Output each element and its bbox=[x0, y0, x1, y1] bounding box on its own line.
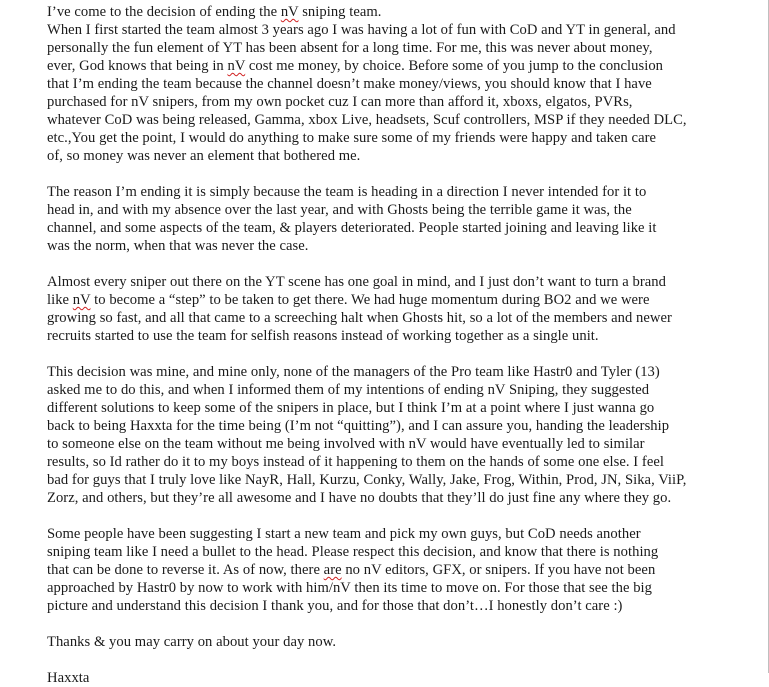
text-line bbox=[47, 561, 759, 579]
paragraph bbox=[47, 273, 759, 345]
text-line bbox=[47, 435, 759, 453]
text-line bbox=[47, 93, 759, 111]
text-run: that I’m ending the team because the channel doesn’t make money/views, you should know that I have bbox=[47, 76, 652, 92]
text-line bbox=[47, 273, 759, 291]
text-line bbox=[47, 453, 759, 471]
spellcheck-flagged-word: nV bbox=[227, 58, 246, 74]
paragraph bbox=[47, 363, 759, 507]
text-line bbox=[47, 75, 759, 93]
text-run: sniping team. bbox=[298, 4, 382, 20]
text-run: asked me to do this, and when I informed them of my intentions of ending nV Sniping, they suggested bbox=[47, 382, 650, 398]
text-run: purchased for nV snipers, from my own pocket cuz I can more than afford it, xboxs, elgatos, PVRs, bbox=[47, 94, 633, 110]
text-line bbox=[47, 489, 759, 507]
text-line bbox=[47, 327, 759, 345]
text-run: bad for guys that I truly love like NayR, Hall, Kurzu, Conky, Wally, Jake, Frog, Within, Prod, JN, Sika, ViiP, bbox=[47, 472, 687, 488]
text-line bbox=[47, 543, 759, 561]
spellcheck-flagged-word: nV bbox=[72, 292, 91, 308]
text-line bbox=[47, 111, 759, 129]
text-line bbox=[47, 309, 759, 327]
text-run: that can be done to reverse it. As of now, there bbox=[47, 562, 324, 578]
text-run: to someone else on the team without me being involved with nV would have eventually led to similar bbox=[47, 436, 645, 452]
text-run: personally the fun element of YT has been absent for a long time. For me, this was never about money, bbox=[47, 40, 653, 56]
text-run: Zorz, and others, but they’re all awesome and I have no doubts that they’ll do just fine any where they go. bbox=[47, 490, 672, 506]
text-line bbox=[47, 579, 759, 597]
text-run: channel, and some aspects of the team, & players deteriorated. People started joining and leaving like it bbox=[47, 220, 657, 236]
text-run: The reason I’m ending it is simply because the team is heading in a direction I never intended for it to bbox=[47, 184, 647, 200]
text-run: whatever CoD was being released, Gamma, xbox Live, headsets, Scuf controllers, MSP if they needed DLC, bbox=[47, 112, 687, 128]
text-line bbox=[47, 633, 759, 651]
text-line bbox=[47, 183, 759, 201]
text-line bbox=[47, 291, 759, 309]
paragraph bbox=[47, 633, 759, 651]
text-line bbox=[47, 3, 759, 21]
text-line bbox=[47, 381, 759, 399]
spellcheck-flagged-word: nV bbox=[280, 4, 299, 20]
text-run: was the norm, when that was never the case. bbox=[47, 238, 309, 254]
text-run: cost me money, by choice. Before some of you jump to the conclusion bbox=[245, 58, 664, 74]
text-line bbox=[47, 147, 759, 165]
signature: Haxxta bbox=[47, 670, 90, 686]
text-line bbox=[47, 21, 759, 39]
text-line bbox=[47, 201, 759, 219]
text-line bbox=[47, 363, 759, 381]
text-run: back to being Haxxta for the time being (I’m not “quitting”), and I can assure you, handing the leadership bbox=[47, 418, 670, 434]
text-run: like bbox=[47, 292, 73, 308]
paragraph bbox=[47, 183, 759, 255]
text-run: growing so fast, and all that came to a screeching halt when Ghosts hit, so a lot of the members and newer bbox=[47, 310, 672, 326]
text-run: sniping team like I need a bullet to the head. Please respect this decision, and know that there is nothing bbox=[47, 544, 659, 560]
paragraph bbox=[47, 3, 759, 165]
text-run: When I first started the team almost 3 years ago I was having a lot of fun with CoD and YT in general, and bbox=[47, 22, 676, 38]
text-run: etc.,You get the point, I would do anything to make sure some of my friends were happy and taken care bbox=[47, 130, 657, 146]
text-line bbox=[47, 57, 759, 75]
text-run: Almost every sniper out there on the YT scene has one goal in mind, and I just don’t want to turn a brand bbox=[47, 274, 666, 290]
text-line bbox=[47, 39, 759, 57]
text-run: approached by Hastr0 by now to work with him/nV then its time to move on. For those that see the big bbox=[47, 580, 653, 596]
text-line bbox=[47, 471, 759, 489]
text-run: results, so Id rather do it to my boys instead of it happening to them on the hands of some one else. I feel bbox=[47, 454, 664, 470]
text-run: different solutions to keep some of the snipers in place, but I think I’m at a point where I just wanna go bbox=[47, 400, 655, 416]
text-line bbox=[47, 417, 759, 435]
document-body bbox=[47, 3, 759, 687]
text-line bbox=[47, 597, 759, 615]
paragraph bbox=[47, 525, 759, 615]
text-line bbox=[47, 237, 759, 255]
text-run: I’ve come to the decision of ending the bbox=[47, 4, 281, 20]
text-line bbox=[47, 129, 759, 147]
text-run: This decision was mine, and mine only, none of the managers of the Pro team like Hastr0 and Tyler (13) bbox=[47, 364, 660, 380]
text-run: to become a “step” to be taken to get there. We had huge momentum during BO2 and we were bbox=[90, 292, 650, 308]
text-run: recruits started to use the team for selfish reasons instead of working together as a single unit. bbox=[47, 328, 599, 344]
text-line bbox=[47, 525, 759, 543]
text-run: ever, God knows that being in bbox=[47, 58, 228, 74]
text-run: no nV editors, GFX, or snipers. If you have not been bbox=[341, 562, 656, 578]
text-line bbox=[47, 219, 759, 237]
text-line bbox=[47, 399, 759, 417]
text-run: head in, and with my absence over the last year, and with Ghosts being the terrible game it was, the bbox=[47, 202, 632, 218]
text-run: Some people have been suggesting I start a new team and pick my own guys, but CoD needs another bbox=[47, 526, 641, 542]
text-run: of, so money was never an element that bothered me. bbox=[47, 148, 361, 164]
spellcheck-flagged-word: are bbox=[323, 562, 342, 578]
text-run: Thanks & you may carry on about your day now. bbox=[47, 634, 337, 650]
text-run: picture and understand this decision I thank you, and for those that don’t…I honestly don’t care :) bbox=[47, 598, 623, 614]
